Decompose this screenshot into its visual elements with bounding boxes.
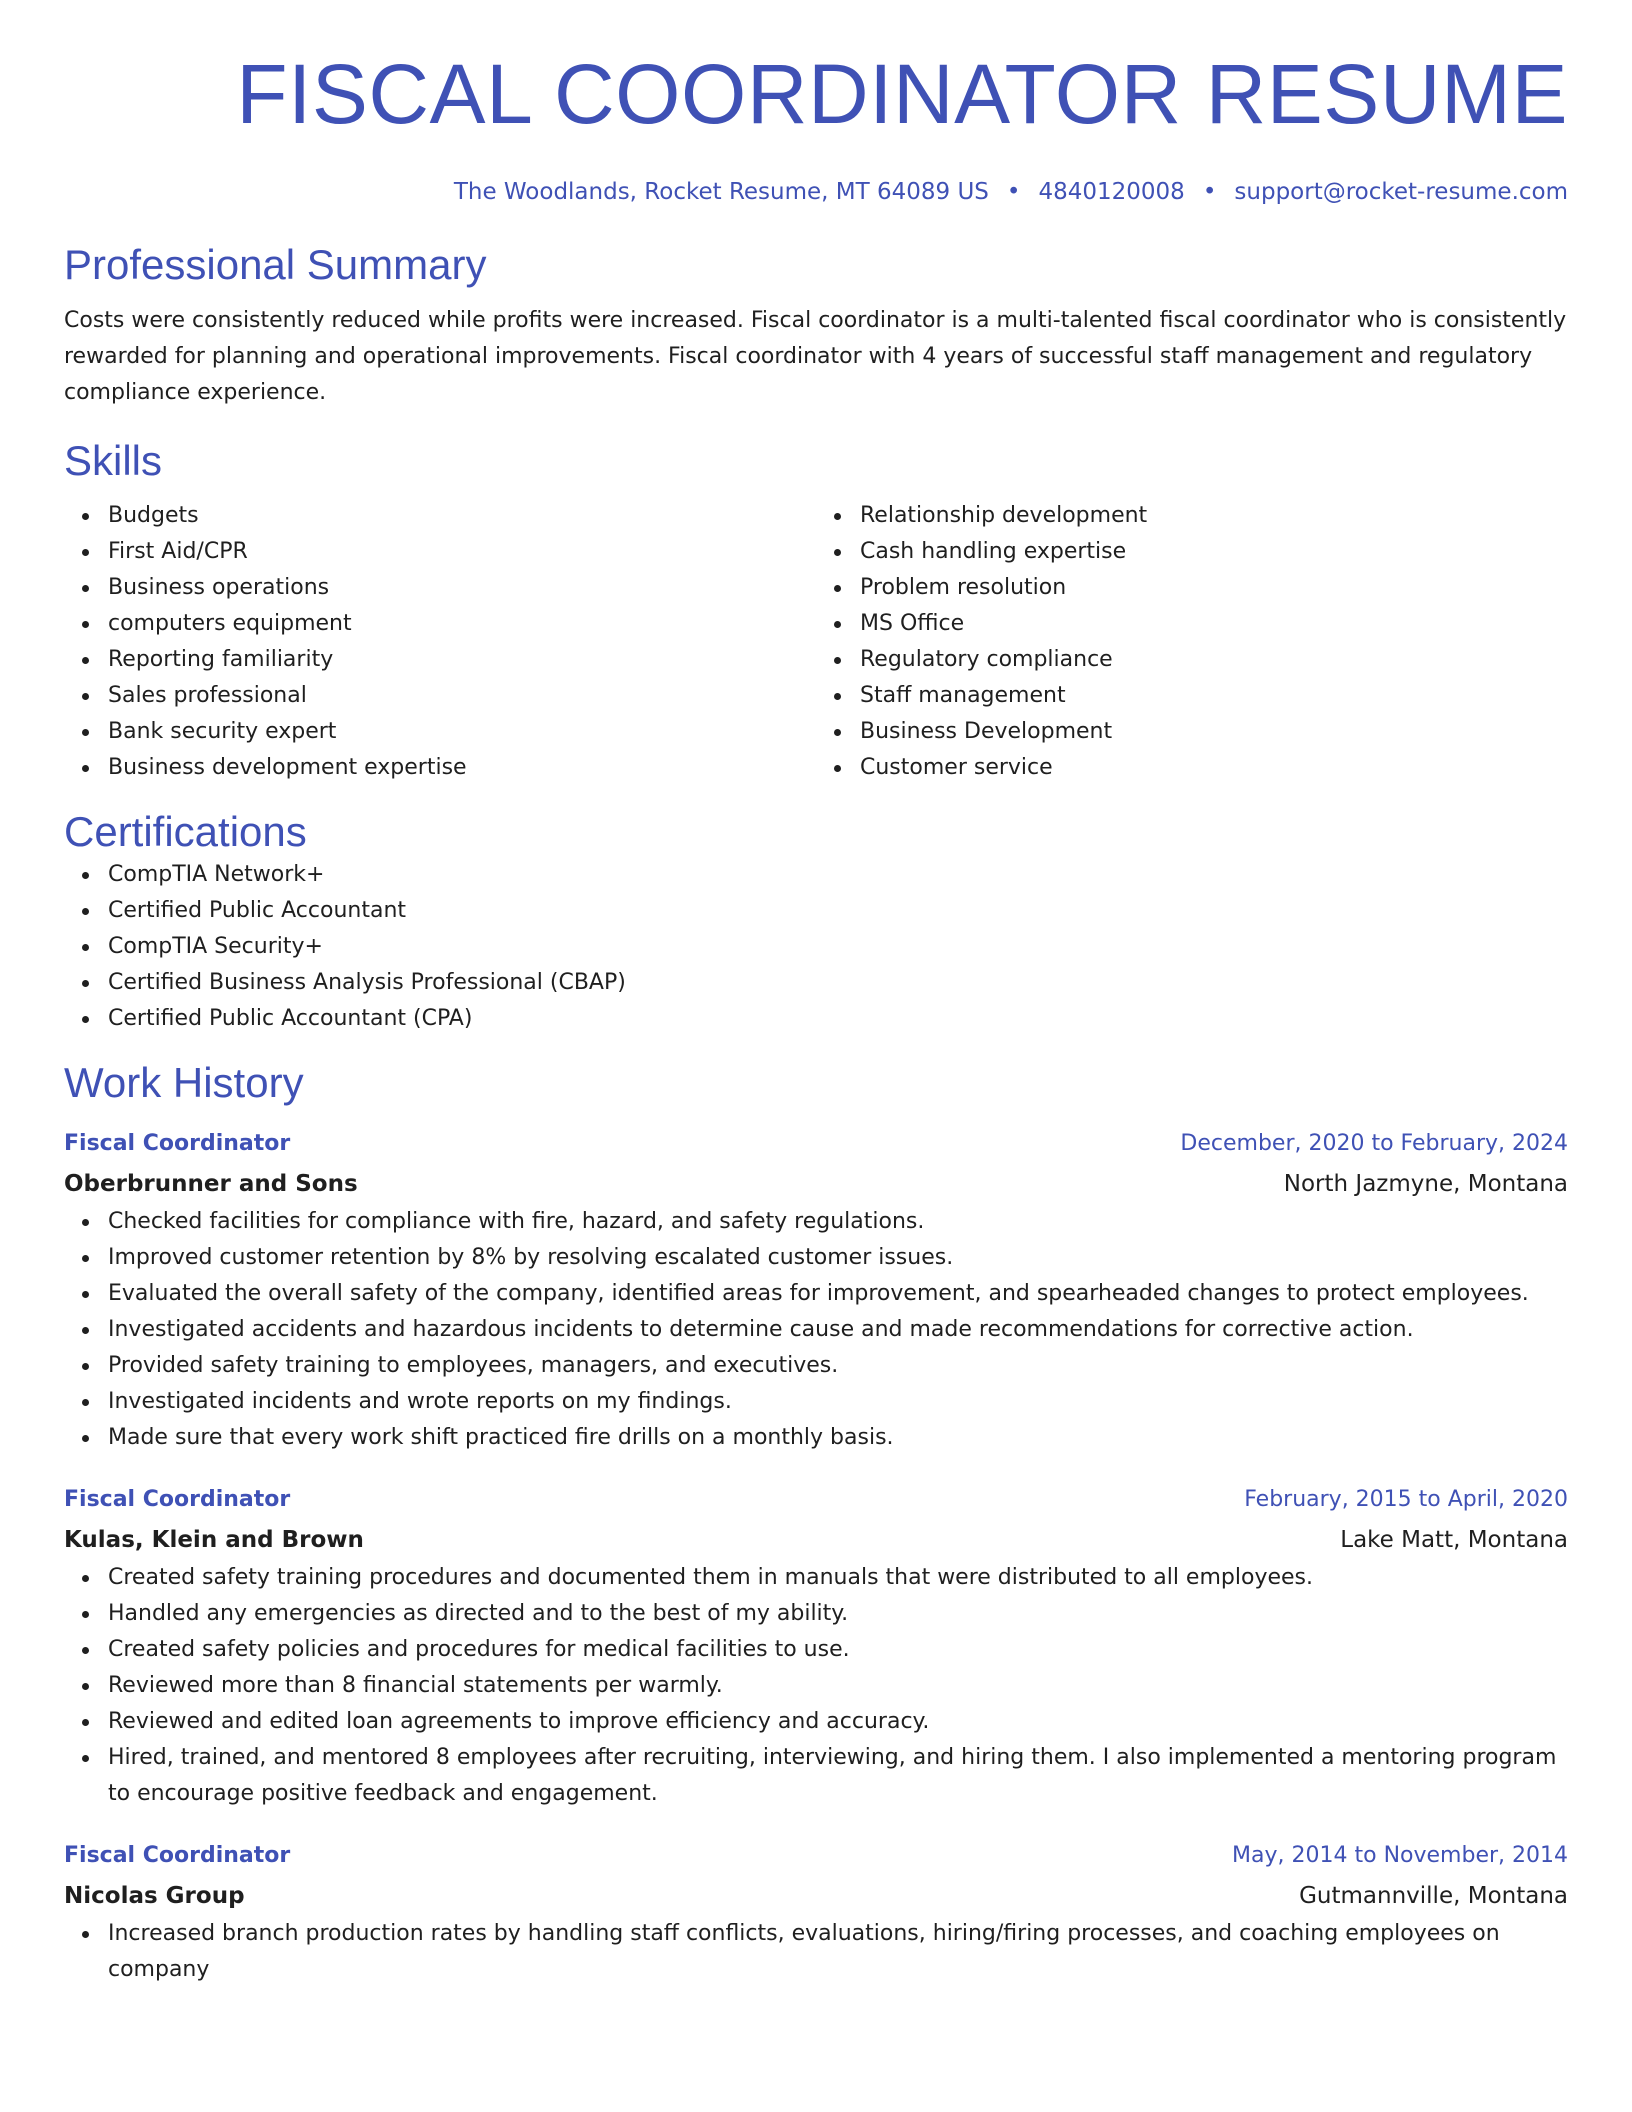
contact-address: The Woodlands, Rocket Resume, MT 64089 US xyxy=(453,179,989,205)
certification-item: Certified Public Accountant xyxy=(108,893,1568,929)
job-bullets xyxy=(64,1916,1568,1988)
job-location: Lake Matt, Montana xyxy=(1340,1527,1568,1553)
skill-item: Sales professional xyxy=(108,678,816,714)
job-bullet: Made sure that every work shift practiced fire drills on a monthly basis. xyxy=(108,1420,1568,1456)
resume-title: FISCAL COORDINATOR RESUME xyxy=(236,47,1568,141)
job-bullets xyxy=(64,1560,1568,1812)
skill-item: Customer service xyxy=(860,750,1568,786)
job-location: North Jazmyne, Montana xyxy=(1283,1171,1568,1197)
job-bullet: Checked facilities for compliance with fire, hazard, and safety regulations. xyxy=(108,1204,1568,1240)
skill-item: Business development expertise xyxy=(108,750,816,786)
skill-item: Business operations xyxy=(108,570,816,606)
skills-grid xyxy=(64,498,1568,786)
certifications-list xyxy=(64,857,1568,1037)
skills-heading: Skills xyxy=(64,437,163,484)
certification-item: Certified Business Analysis Professional (CBAP) xyxy=(108,965,1568,1001)
skills-list-right xyxy=(816,498,1568,786)
certification-item: CompTIA Network+ xyxy=(108,857,1568,893)
work-history-heading: Work History xyxy=(64,1059,304,1106)
job-bullet: Hired, trained, and mentored 8 employees after recruiting, interviewing, and hiring them. I also implemented a mentoring program to encourage positive feedback and engagement. xyxy=(108,1740,1568,1812)
job-bullets xyxy=(64,1204,1568,1456)
job-entry xyxy=(64,1836,1568,1988)
job-dates: May, 2014 to November, 2014 xyxy=(1232,1843,1568,1868)
certification-item: Certified Public Accountant (CPA) xyxy=(108,1001,1568,1037)
contact-line xyxy=(64,177,1568,207)
summary-text: Costs were consistently reduced while profits were increased. Fiscal coordinator is a multi-talented fiscal coordinator who is consistently rewarded for planning and operational improvements. Fiscal coordinator with 4 years of successful staff management and regulatory compliance experience. xyxy=(64,308,1567,405)
contact-separator: • xyxy=(1006,179,1021,205)
job-subhead xyxy=(64,1164,1568,1204)
job-bullet: Evaluated the overall safety of the company, identified areas for improvement, and spearheaded changes to protect employees. xyxy=(108,1276,1568,1312)
contact-separator: • xyxy=(1202,179,1217,205)
skill-item: Bank security expert xyxy=(108,714,816,750)
job-dates: February, 2015 to April, 2020 xyxy=(1244,1487,1568,1512)
job-role: Fiscal Coordinator xyxy=(64,1131,291,1156)
job-entry xyxy=(64,1480,1568,1812)
skill-item: MS Office xyxy=(860,606,1568,642)
job-bullet: Investigated incidents and wrote reports on my findings. xyxy=(108,1384,1568,1420)
job-company: Oberbrunner and Sons xyxy=(64,1171,358,1197)
skill-item: First Aid/CPR xyxy=(108,534,816,570)
contact-phone: 4840120008 xyxy=(1038,179,1185,205)
skill-item: Budgets xyxy=(108,498,816,534)
job-bullet: Reviewed more than 8 financial statements per warmly. xyxy=(108,1668,1568,1704)
certification-item: CompTIA Security+ xyxy=(108,929,1568,965)
job-bullet: Improved customer retention by 8% by resolving escalated customer issues. xyxy=(108,1240,1568,1276)
job-bullet: Investigated accidents and hazardous incidents to determine cause and made recommendations for corrective action. xyxy=(108,1312,1568,1348)
skill-item: Business Development xyxy=(860,714,1568,750)
certifications-heading: Certifications xyxy=(64,808,307,855)
job-bullet: Increased branch production rates by handling staff conflicts, evaluations, hiring/firing processes, and coaching employees on company xyxy=(108,1916,1568,1988)
skill-item: Regulatory compliance xyxy=(860,642,1568,678)
job-location: Gutmannville, Montana xyxy=(1299,1883,1568,1909)
job-bullet: Created safety training procedures and documented them in manuals that were distributed to all employees. xyxy=(108,1560,1568,1596)
job-dates: December, 2020 to February, 2024 xyxy=(1180,1131,1568,1156)
skill-item: Relationship development xyxy=(860,498,1568,534)
job-bullet: Reviewed and edited loan agreements to improve efficiency and accuracy. xyxy=(108,1704,1568,1740)
skills-list-left xyxy=(64,498,816,786)
job-subhead xyxy=(64,1520,1568,1560)
contact-email: support@rocket-resume.com xyxy=(1234,179,1568,205)
job-company: Nicolas Group xyxy=(64,1883,245,1909)
job-role: Fiscal Coordinator xyxy=(64,1843,291,1868)
skill-item: Staff management xyxy=(860,678,1568,714)
job-head xyxy=(64,1836,1568,1876)
resume-content xyxy=(64,47,1568,1988)
skill-item: Reporting familiarity xyxy=(108,642,816,678)
job-bullet: Provided safety training to employees, managers, and executives. xyxy=(108,1348,1568,1384)
job-entry xyxy=(64,1124,1568,1456)
job-head xyxy=(64,1124,1568,1164)
skill-item: Problem resolution xyxy=(860,570,1568,606)
job-subhead xyxy=(64,1876,1568,1916)
summary-heading: Professional Summary xyxy=(64,241,487,288)
job-bullet: Created safety policies and procedures for medical facilities to use. xyxy=(108,1632,1568,1668)
skill-item: computers equipment xyxy=(108,606,816,642)
job-bullet: Handled any emergencies as directed and to the best of my ability. xyxy=(108,1596,1568,1632)
job-head xyxy=(64,1480,1568,1520)
skill-item: Cash handling expertise xyxy=(860,534,1568,570)
job-role: Fiscal Coordinator xyxy=(64,1487,291,1512)
job-company: Kulas, Klein and Brown xyxy=(64,1527,364,1553)
